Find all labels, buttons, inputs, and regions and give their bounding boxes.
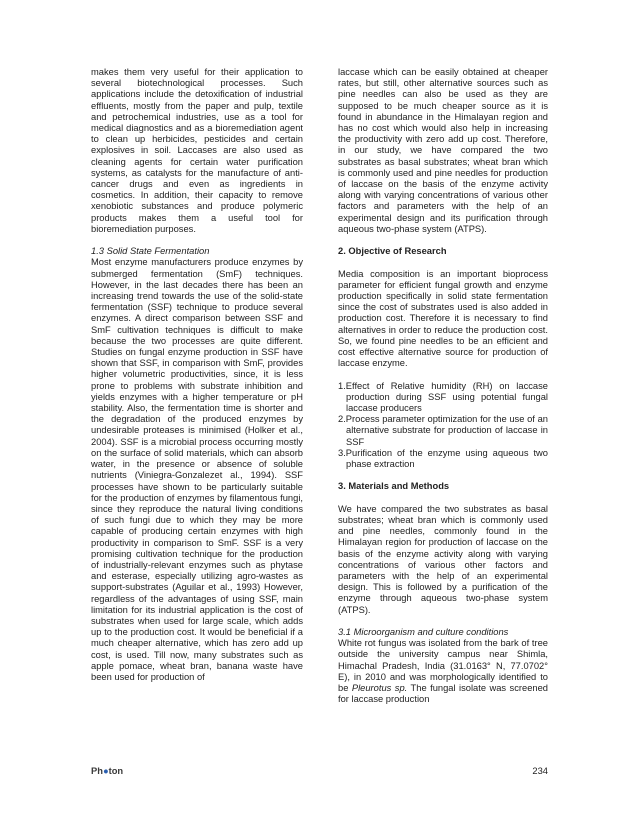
right-paragraph-microorganism — [338, 638, 548, 705]
objective-item: 1.Effect of Relative humidity (RH) on laccase production during SSF using potential fungal laccase producers — [338, 380, 548, 414]
section-heading-objective: 2. Objective of Research — [338, 246, 447, 257]
logo-text-start: Ph — [91, 766, 103, 776]
left-paragraph-intro: makes them very useful for their application to several biotechnological processes. Such applications include the detoxification of industrial effluents, mostly from the paper and pulp, textile and petrochemical industries, use as a tool for medical diagnostics and as a bioremediation agent to clean up herbicides, pesticides and certain explosives in soil. Laccases are also used as cleaning agents for certain water purification systems, as catalysts for the manufacture of anti-cancer drugs and even as ingredients in cosmetics. In addition, their capacity to remove xenobiotic substances and produce polymeric products makes them a useful tool for bioremediation purposes. — [91, 67, 303, 234]
logo-dot-icon: ● — [102, 766, 109, 776]
species-name: Pleurotus sp. — [351, 683, 408, 694]
left-column — [91, 67, 303, 683]
right-paragraph-methods: We have compared the two substrates as basal substrates; wheat bran which is commonly used and pine needles, commonly found in the Himalayan region for production of laccase on the basis of the enzyme activity along with varying concentrations of various other factors and parameters with the help of an experimental design. This is followed by a purification of the enzyme through aqueous two-phase system (ATPS). — [338, 503, 548, 615]
microorganism-text-a: White rot fungus was isolated from the bark of tree outside the university campus near Shimla, Himachal Pradesh, India (31.0163° N, 77.0702° E), in 2010 and was morphologically identified to be — [338, 638, 548, 694]
section-heading-solid-state-fermentation: 1.3 Solid State Fermentation — [91, 246, 210, 257]
objective-item: 2.Process parameter optimization for the use of an alternative substrate for production of laccase in SSF — [338, 414, 548, 447]
objectives-list — [338, 381, 548, 471]
logo-text-end: ton — [108, 766, 124, 776]
section-heading-materials-methods: 3. Materials and Methods — [338, 481, 450, 492]
right-column — [338, 67, 548, 705]
right-paragraph-intro: laccase which can be easily obtained at cheaper rates, but still, other alternative sources such as pine needles can also be used as they are supposed to be much cheaper source as it is found in abundance in the Himalayan region and has no cost which would also help in increasing the productivity with zero add up cost. Therefore, in our study, we have compared the two substrates as basal substrates; wheat bran which is commonly used and pine needles for production of laccase on the basis of the enzyme activity along with varying concentrations of various other factors and parameters with the help of an experimental design and its purification through aqueous two-phase system (ATPS). — [338, 67, 548, 234]
journal-logo — [91, 766, 123, 776]
left-paragraph-ssf: Most enzyme manufacturers produce enzymes by submerged fermentation (SmF) techniques. However, in the last decades there has been an increasing trend towards the use of the solid-state fermentation (SSF) technique to produce several enzymes. A direct comparison between SSF and SmF cultivation techniques is difficult to make because the two processes are quite different. Studies on fungal enzyme production in SSF have shown that SSF, in comparison with SmF, provides higher volumetric productivities, since, it is less prone to problems with substrate inhibition and yields enzymes with a higher temperature or pH stability. Also, the fermentation time is shorter and the degradation of the produced enzymes by undesirable proteases is minimised (Holker et al., 2004). SSF is a microbial process occurring mostly on the surface of solid materials, which can absorb water, in the presence or absence of soluble nutrients (Viniegra-Gonzalezet al., 1994). SSF processes have shown to be particularly suitable for the production of enzymes by filamentous fungi, since they reproduce the natural living conditions of such fungi due to which they may be more capable of producing certain enzymes with high productivity in comparison to SmF. SSF is a very promising cultivation technique for the production of industrially-relevant enzymes such as phytase and esterase, especially utilizing agro-wastes as support-substrates (Aguilar et al., 1993) However, regardless of the advantages of using SSF, main limitation for its industrial application is the cost of substrates when used for large scale, which adds up to the production cost. It would be beneficial if a much cheaper alternative, which has zero add up cost, is used. Till now, many substrates such as apple pomace, wheat bran, banana waste have been used for production of — [91, 257, 303, 682]
microorganism-text-b: The fungal isolate was screened for laccase production — [338, 683, 548, 705]
page-number: 234 — [532, 766, 548, 776]
objective-item: 3.Purification of the enzyme using aqueous two phase extraction — [338, 447, 548, 470]
page-footer — [91, 766, 548, 776]
section-heading-microorganism: 3.1 Microorganism and culture conditions — [338, 627, 509, 638]
right-paragraph-media: Media composition is an important bioprocess parameter for efficient fungal growth and enzyme production specifically in solid state fermentation since the cost of substrates used is also added in production cost. Therefore it is necessary to find alternatives in order to reduce the production cost. So, we found pine needles to be an efficient and cost effective alternative source for production of laccase enzyme. — [338, 268, 548, 369]
